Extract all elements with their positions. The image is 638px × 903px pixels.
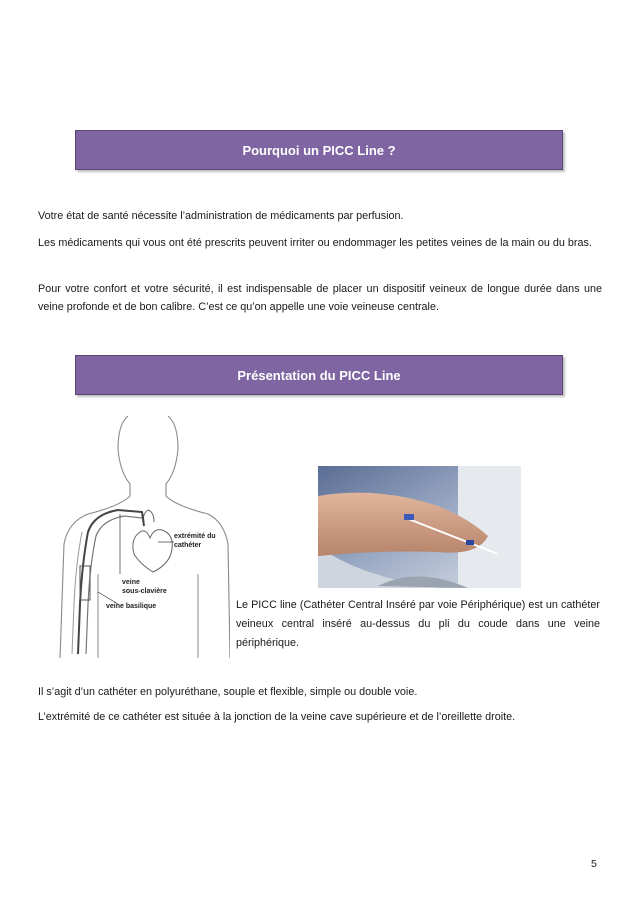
- page-number: 5: [591, 858, 597, 870]
- section-title: Présentation du PICC Line: [237, 367, 401, 383]
- paragraph: L’extrémité de ce cathéter est située à la jonction de la veine cave supérieure et de l’oreillette droite.: [38, 711, 516, 723]
- picc-caption: Le PICC line (Cathéter Central Inséré par voie Périphérique) est un cathéter veineux central inséré au-dessus du pli du coude dans une veine périphérique.: [236, 599, 600, 649]
- paragraph: Pour votre confort et votre sécurité, il est indispensable de placer un dispositif veineux de longue durée dans une veine profonde et de bon calibre. C’est ce qu’on appelle une voie veineuse centrale.: [38, 283, 602, 313]
- svg-text:extrémité ducathéter: extrémité du cathéter: [174, 533, 216, 549]
- svg-text:veinesous-clavière: veine sous-clavière: [122, 579, 167, 595]
- paragraph: Votre état de santé nécessite l’administration de médicaments par perfusion.: [38, 210, 404, 222]
- paragraph: Les médicaments qui vous ont été prescrits peuvent irriter ou endommager les petites veines de la main ou du bras.: [38, 237, 592, 249]
- paragraph: Il s’agit d’un cathéter en polyuréthane, souple et flexible, simple ou double voie.: [38, 686, 418, 698]
- arm-catheter-photo: [318, 466, 521, 588]
- section-header-presentation: [75, 355, 563, 395]
- section-title: Pourquoi un PICC Line ?: [242, 142, 396, 158]
- picc-line-diagram: [58, 414, 230, 658]
- svg-text:veine basilique: veine basilique: [106, 603, 157, 610]
- section-header-pourquoi: [75, 130, 563, 170]
